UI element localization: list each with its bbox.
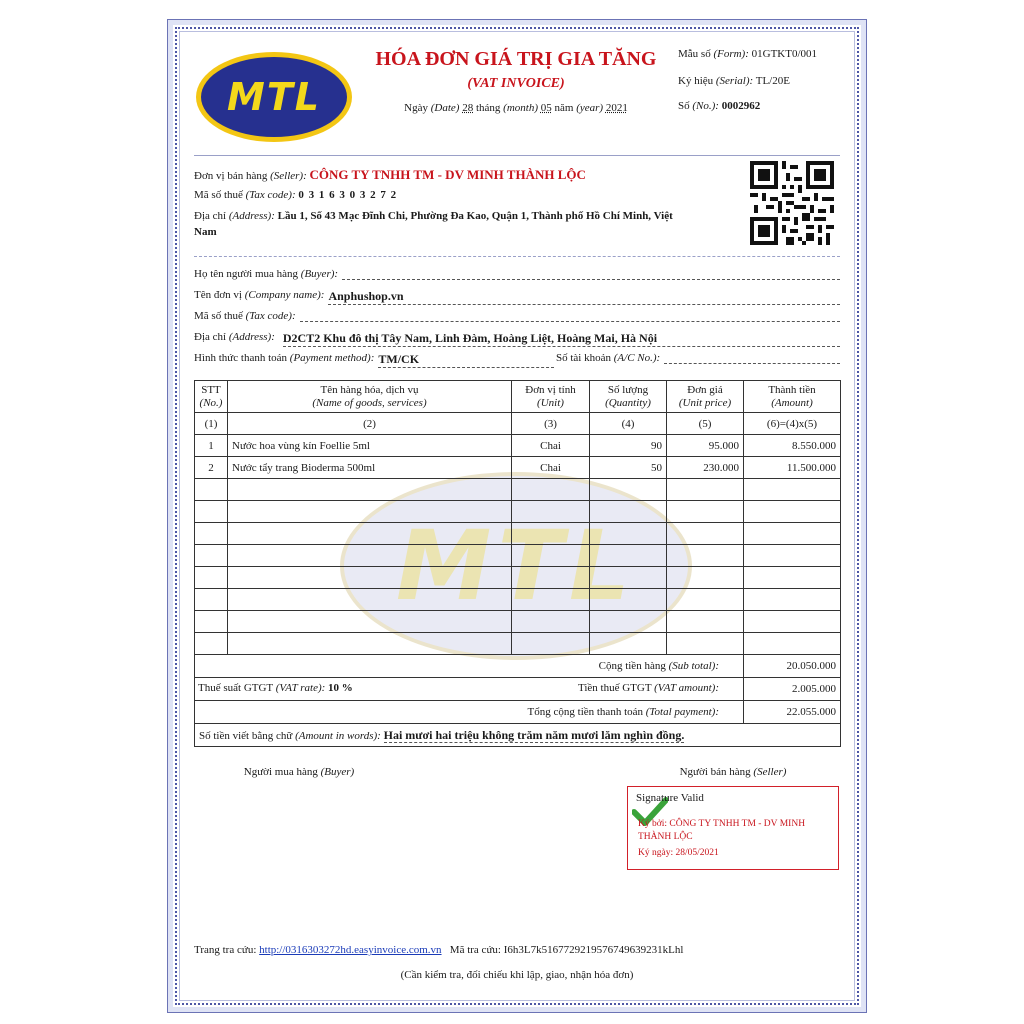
- signed-date: Ký ngày: 28/05/2021: [638, 848, 719, 858]
- date-year: 2021: [605, 102, 628, 114]
- qr-code: [750, 161, 834, 245]
- empty-row: [195, 611, 841, 633]
- column-header: Đơn giá (Unit price): [667, 381, 744, 413]
- divider: [194, 155, 840, 156]
- seller-tax-code: Mã số thuế (Tax code): 0 3 1 6 3 0 3 2 7 2: [194, 189, 398, 201]
- serial-number: Ký hiệu (Serial): TL/20E: [678, 75, 790, 87]
- column-header: Số lượng (Quantity): [590, 381, 667, 413]
- watermark-logo: MTL: [340, 472, 692, 660]
- column-header: Thành tiền (Amount): [744, 381, 841, 413]
- seller-name: Đơn vị bán hàng (Seller): CÔNG TY TNHH TM - DV MINH THÀNH LỘC: [194, 167, 586, 182]
- table-row: 2 Nước tẩy trang Bioderma 500ml Chai 50 230.000 11.500.000: [195, 457, 841, 479]
- lookup-line: Trang tra cứu: http://0316303272hd.easyinvoice.com.vn Mã tra cứu: I6h3L7k5167729219576749639231kLhl: [194, 944, 684, 956]
- invoice-number: Số (No.): 0002962: [678, 100, 761, 112]
- column-header: STT (No.): [195, 381, 228, 413]
- seller-address: Địa chỉ (Address): Lầu 1, Số 43 Mạc Đĩnh Chi, Phường Đa Kao, Quận 1, Thành phố Hồ Chí Minh, Việt Nam: [194, 210, 673, 238]
- total-row: Tổng cộng tiền thanh toán (Total payment): 22.055.000: [195, 701, 841, 724]
- buyer-name: Họ tên người mua hàng (Buyer):: [194, 268, 840, 280]
- invoice-title: HÓA ĐƠN GIÁ TRỊ GIA TĂNG: [375, 48, 657, 70]
- company-logo: [196, 52, 352, 142]
- empty-row: [195, 545, 841, 567]
- total-value: 22.055.000: [744, 701, 841, 724]
- subtotal-row: Cộng tiền hàng (Sub total): 20.050.000: [195, 655, 841, 678]
- vat-row: Thuế suất GTGT (VAT rate): 10 % Tiền thuế GTGT (VAT amount): 2.005.000: [195, 678, 841, 701]
- column-header: Đơn vị tính (Unit): [512, 381, 590, 413]
- vat-amount-value: 2.005.000: [744, 678, 841, 701]
- invoice-date: Ngày (Date) 28 tháng (month) 05 năm (year) 2021: [404, 102, 628, 114]
- lookup-link[interactable]: http://0316303272hd.easyinvoice.com.vn: [259, 944, 442, 956]
- column-header: Tên hàng hóa, dịch vụ (Name of goods, services): [228, 381, 512, 413]
- table-row: 1 Nước hoa vùng kín Foellie 5ml Chai 90 95.000 8.550.000: [195, 435, 841, 457]
- date-month: 05: [540, 102, 552, 114]
- table-header-row: [195, 381, 841, 413]
- empty-row: [195, 633, 841, 655]
- seller-signature-label: Người bán hàng (Seller): [679, 766, 787, 778]
- divider: [194, 256, 840, 257]
- date-day: 28: [462, 102, 474, 114]
- lookup-code: I6h3L7k5167729219576749639231kLhl: [503, 944, 684, 956]
- vat-rate: Thuế suất GTGT (VAT rate): 10 %: [198, 682, 353, 694]
- column-number-row: (1) (2) (3) (4) (5) (6)=(4)x(5): [195, 413, 841, 435]
- buyer-address: Địa chỉ (Address): D2CT2 Khu đô thị Tây Nam, Linh Đàm, Hoàng Liệt, Hoàng Mai, Hà Nội: [194, 331, 840, 347]
- amount-in-words-row: Số tiền viết bằng chữ (Amount in words): Hai mươi hai triệu không trăm năm mươi lăm nghìn đồng.: [195, 724, 841, 747]
- empty-row: [195, 479, 841, 501]
- empty-row: [195, 501, 841, 523]
- subtotal-value: 20.050.000: [744, 655, 841, 678]
- logo-text: MTL: [227, 75, 321, 119]
- account-number: Số tài khoản (A/C No.):: [556, 352, 840, 364]
- empty-row: [195, 567, 841, 589]
- buyer-tax-code: Mã số thuế (Tax code):: [194, 310, 840, 322]
- buyer-signature-label: Người mua hàng (Buyer): [243, 766, 355, 778]
- payment-method: Hình thức thanh toán (Payment method): TM/CK: [194, 352, 554, 368]
- signature-status: Signature Valid: [636, 792, 704, 804]
- empty-row: [195, 523, 841, 545]
- footer-note: (Cần kiểm tra, đối chiếu khi lập, giao, nhận hóa đơn): [400, 969, 634, 981]
- digital-signature-box: [627, 786, 839, 870]
- form-number: Mẫu số (Form): 01GTKT0/001: [678, 48, 818, 60]
- items-table: [194, 380, 841, 747]
- invoice-subtitle: (VAT INVOICE): [467, 76, 565, 91]
- signed-by: Ký bởi: CÔNG TY TNHH TM - DV MINH THÀNH LỘC: [638, 819, 806, 842]
- empty-row: [195, 589, 841, 611]
- buyer-company: Tên đơn vị (Company name): Anphushop.vn: [194, 289, 840, 305]
